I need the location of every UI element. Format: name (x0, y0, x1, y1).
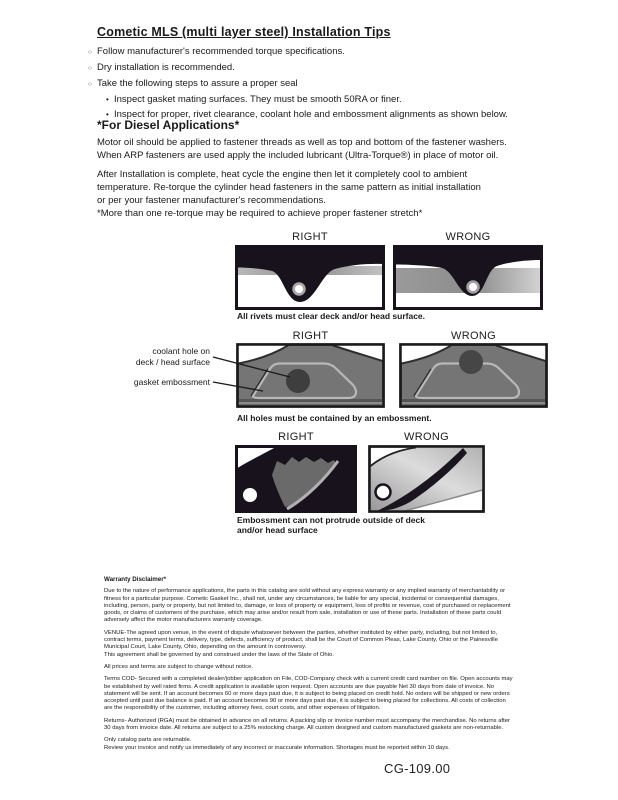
diesel-paragraph-2: After Installation is complete, heat cycle the engine then let it completely cool to ambient temperature. Re-torque the cylinder head fasteners in the same pattern as initial installation or per your fastener manufacturer's recommendations. (97, 169, 481, 206)
list-item: ○ Take the following steps to assure a proper seal (88, 76, 508, 92)
legal-section (104, 576, 530, 757)
open-bullet-icon: ○ (88, 65, 92, 72)
row2-caption: All holes must be contained by an embossment. (237, 413, 432, 423)
list-item: ○ Dry installation is recommended. (88, 60, 508, 76)
rivet-clearance-wrong-diagram (393, 245, 543, 310)
warranty-paragraph: Due to the nature of performance applications, the parts in this catalog are sold without any express warranty or any implied warranty of merchantability or fitness for a particular purpose. Cometic Gasket Inc., shall not, under any circumstances, be liable for any special, incidental or consequential damages, including, person, party or property, but not limited to, damage, or loss of property or equipment, loss of profits or revenue, cost of purchased or replacement goods, or claims of customers of the purchase, which may arise and/or result from sale, installation or use of these parts. Installation of these parts could adversely affect the motor manufacturers warranty coverage. (104, 588, 511, 624)
open-bullet-icon: ○ (88, 81, 92, 88)
bullet-icon: • (106, 95, 109, 104)
page-title: Cometic MLS (multi layer steel) Installation Tips (97, 25, 391, 39)
bolt-hole (376, 485, 391, 500)
coolant-hole-annotation: coolant hole on deck / head surface (135, 346, 210, 367)
gasket-embossment-annotation: gasket embossment (133, 377, 210, 387)
page-code: CG-109.00 (384, 761, 451, 776)
list-item: ○ Follow manufacturer's recommended torque specifications. (88, 44, 508, 60)
list-item: • Inspect for proper, rivet clearance, coolant hole and embossment alignments as shown below. (106, 109, 508, 120)
row3-caption: Embossment can not protrude outside of deck and/or head surface (237, 515, 425, 535)
row1-wrong-label: WRONG (445, 231, 491, 243)
row2-right-label: RIGHT (292, 330, 329, 342)
protrusion-right-diagram (235, 445, 357, 513)
terms-paragraph: Terms COD- Secured with a completed dealer/jobber application on File, COD-Company check with a current credit card number on file. Open accounts may be established by well rated firms. A credit application is available upon request. Open accounts are due payable Net 30 days from date of invoice. No statement will be sent. If an account becomes 60 or more days past due, it is subject to being placed on credit hold. No orders will be shipped or new orders accepted until past due balance is paid. If an account becomes 90 or more days past due, it is subject to being placed for collections. All costs of collection are the responsibility of the customer, including attorney fees, court costs, and other expenses of litigation. (104, 676, 513, 712)
row1-caption: All rivets must clear deck and/or head surface. (237, 311, 426, 321)
catalog-parts-paragraph: Only catalog parts are returnable. Review your invoice and notify us immediately of any incorrect or inaccurate information. Shortages must be reported within 10 days. (104, 737, 450, 751)
hole-containment-wrong-diagram (399, 343, 548, 408)
bullet-icon: • (106, 110, 109, 119)
returns-paragraph: Returns- Authorized (RGA) must be obtained in advance on all returns. A packing slip or invoice number must accompany the merchandise. No returns after 30 days from invoice date. All returns are subject to a 25% restocking charge. All custom designed and custom manufactured gaskets are non-returnable. (104, 717, 511, 732)
diesel-paragraph-1: Motor oil should be applied to fastener threads as well as top and bottom of the fastener washers. When ARP fasteners are used apply the included lubricant (Ultra-Torque®) in place of motor oil. (97, 137, 507, 161)
coolant-hole (286, 369, 310, 393)
bolt-hole (243, 488, 257, 502)
diesel-heading: *For Diesel Applications* (97, 118, 240, 132)
prices-paragraph: All prices and terms are subject to change without notice. (104, 663, 253, 670)
venue-paragraph: VENUE-The agreed upon venue, in the event of dispute whatsoever between the parties, whether instituted by either party, including, but not limited to, contract terms, payment terms, delivery, type, defects, sufficiency of product, shall be the Court of Common Pleas, Lake County, Ohio or the Painesville Municipal Court, Lake County, Ohio, depending on the amount in controversy. This agreement shall be governed by and construed under the laws of the State of Ohio. (104, 629, 498, 658)
protrusion-wrong-diagram (368, 445, 485, 513)
row3-wrong-label: WRONG (404, 431, 449, 443)
installation-tips-list (88, 44, 508, 122)
open-bullet-icon: ○ (88, 49, 92, 56)
retorque-note: *More than one re-torque may be required to achieve proper fastener stretch* (97, 208, 423, 219)
warranty-disclaimer-heading: Warranty Disclaimer* (104, 576, 167, 583)
rivet-clearance-right-diagram (235, 245, 385, 310)
row2-wrong-label: WRONG (451, 330, 496, 342)
row1-right-label: RIGHT (292, 231, 328, 243)
coolant-hole (459, 350, 483, 374)
list-item: • Inspect gasket mating surfaces. They must be smooth 50RA or finer. (106, 94, 402, 105)
hole-containment-right-diagram (236, 343, 385, 408)
row3-right-label: RIGHT (278, 431, 314, 443)
